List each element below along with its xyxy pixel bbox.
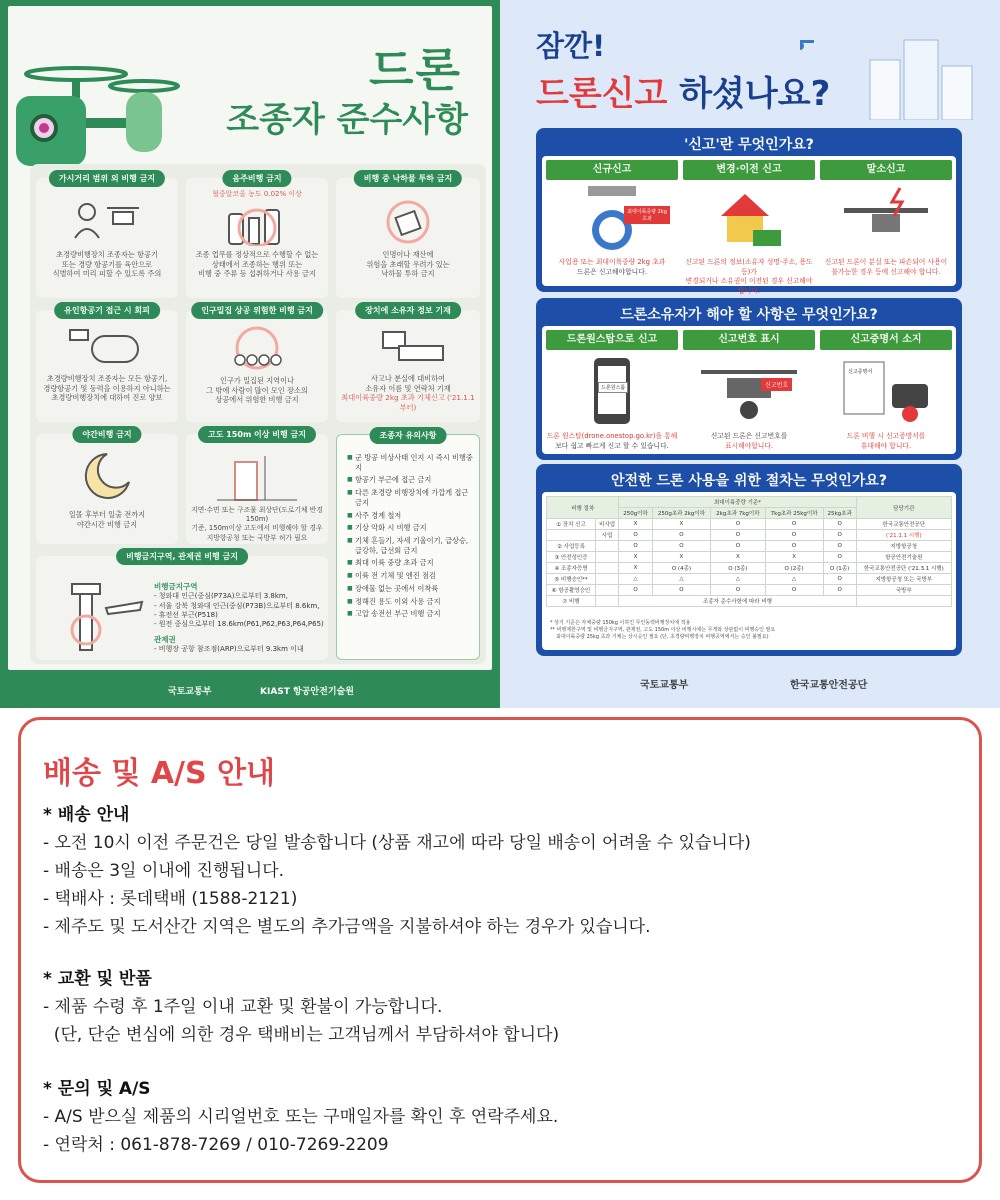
crowd-icon (212, 324, 302, 372)
aircraft-track-icon (62, 324, 152, 370)
table-cell: O (823, 574, 856, 585)
shipping-as-info (18, 717, 982, 1183)
table-cell: 한국교통안전공단 (856, 519, 951, 530)
note-item: ■ 기상 악화 시 비행 금지 (347, 523, 473, 533)
rule-text: 식별하여 미리 피할 수 있도록 주의 (52, 269, 162, 279)
table-cell: O (711, 530, 765, 541)
table-cell: ④ 조종자증명 (547, 563, 596, 574)
table-row (547, 585, 952, 596)
registration-change (683, 160, 815, 295)
zone-items (154, 582, 324, 654)
table-row (547, 596, 952, 607)
zone-label: 비행금지구역, 관제권 비행 금지 (116, 548, 248, 565)
section-owner-duties (536, 298, 962, 460)
exchange-heading: * 교환 및 반품 (43, 969, 152, 989)
table-cell: X (652, 519, 711, 530)
th-org: 담당기관 (856, 497, 951, 519)
th-weight-col: 250g이하 (619, 508, 652, 519)
rule-card-drop (336, 174, 480, 298)
rule-text: 비행 중 주류 등 섭취하거나 사용 금지 (198, 269, 316, 279)
rule-text: 기준, 150m이상 고도에서 비행해야 할 경우 (191, 524, 323, 533)
rule-text: 초경량비행장치 조종자는 모든 항공기, (46, 374, 168, 383)
broken-drone-icon (840, 186, 932, 252)
table-cell: △ (711, 574, 765, 585)
table-cell (595, 563, 619, 574)
contact-line: - 연락처 : 061-878-7269 / 010-7269-2209 (43, 1135, 389, 1155)
note-item: ■ 이륙 전 기체 및 엔진 점검 (347, 571, 473, 581)
drone-rules-poster (0, 0, 500, 708)
rule-text: 초경량비행장치 조종자는 항공기 (56, 250, 158, 259)
rule-text: 위험을 초래할 우려가 있는 (366, 259, 450, 269)
table-cell: O (3종) (711, 563, 765, 574)
procedure-table (546, 496, 952, 607)
rule-text: 사고나 분실에 대비하여 (370, 374, 445, 383)
sub-label: 신고번호 표시 (683, 330, 815, 350)
rule-label: 장치에 소유자 정보 기재 (355, 302, 461, 319)
zone-item: - 휴전선 부근(P518) (154, 611, 218, 619)
note-item: ■ 장애물 없는 곳에서 이착륙 (347, 584, 473, 594)
note-item: ■ 다른 초경량 비행장치에 가깝게 접근 금지 (347, 488, 473, 507)
note-item: ■ 항공기 부근에 접근 금지 (347, 475, 473, 485)
rule-label: 야간비행 금지 (72, 426, 141, 443)
registration-new (546, 160, 678, 276)
duty-certificate (820, 330, 952, 450)
ministry-logo: 국토교통부 (640, 680, 689, 691)
section-title: 안전한 드론 사용을 위한 절차는 무엇인가요? (611, 473, 887, 489)
table-cell: O (652, 530, 711, 541)
th-procedure: 비행 절차 (547, 497, 619, 519)
table-cell: △ (765, 574, 823, 585)
table-cell (595, 552, 619, 563)
duty-onestop (546, 330, 678, 450)
poster-title: 드론 (369, 43, 462, 97)
note-item: ■ 군 방공 비상사태 인지 시 즉시 비행중지 (347, 453, 473, 472)
table-cell: O (823, 552, 856, 563)
note-item: ■ 기체 흔들기, 자세 기울이기, 급상승, 급강하, 급선회 금지 (347, 536, 473, 555)
table-cell: X (619, 563, 652, 574)
bottle-icon (217, 204, 297, 246)
rule-card-night (36, 430, 178, 544)
sub-label: 신규신고 (546, 160, 678, 180)
table-cell: 비사업 (595, 519, 619, 530)
rule-text: 초경량비행장치에 대하여 진로 양보 (51, 393, 163, 403)
inquiry-line: - A/S 받으실 제품의 시리얼번호 또는 구매일자를 확인 후 연락주세요. (43, 1107, 559, 1127)
section-safety-procedure (536, 464, 962, 656)
sub-label: 변경·이전 신고 (683, 160, 815, 180)
table-cell: X (711, 552, 765, 563)
onestop-search: 드론원스톱 (598, 382, 628, 393)
table-row (547, 519, 952, 530)
table-row (547, 552, 952, 563)
zone-item: - 원전 중심으로부터 18.6km(P61,P62,P63,P64,P65) (154, 620, 324, 629)
note-item: ■ 최대 이륙 중량 초과 금지 (347, 558, 473, 568)
rule-text: 낙하물 투하 금지 (381, 269, 435, 279)
sub-text: 불가능한 경우 등에 신고해야 합니다. (831, 267, 941, 276)
house-truck-icon (713, 186, 785, 252)
rule-text: 상태에서 조종하는 행위 또는 (211, 259, 303, 269)
table-cell: X (765, 552, 823, 563)
sub-text: 사업용 또는 최대이륙중량 2kg 초과 (558, 258, 666, 266)
owner-tag-icon (363, 324, 453, 370)
shipping-line: - 오전 10시 이전 주문건은 당일 발송합니다 (상품 재고에 따라 당일 배송이 어려울 수 있습니다) (43, 833, 751, 853)
table-cell (595, 574, 619, 585)
zone-heading: 비행금지구역 (154, 582, 198, 591)
table-cell: O (652, 585, 711, 596)
section-what-is-registration (536, 128, 962, 295)
table-cell: 지방항공청 또는 국방부 (856, 574, 951, 585)
table-cell: ② 사업등록 (547, 541, 596, 552)
sub-text: 변경되거나 소유권이 이전된 경우 신고해야합니다. (685, 277, 813, 295)
building-altitude-icon (207, 446, 307, 502)
sub-text: 드론 비행 시 신고증명서를 (846, 432, 926, 440)
drone-robot-illustration (16, 58, 186, 168)
rule-label: 가시거리 범위 외 비행 금지 (49, 170, 165, 187)
table-cell: 지방항공청 (856, 541, 951, 552)
exchange-line: - 제품 수령 후 1주일 이내 교환 및 환불이 가능합니다. (43, 997, 443, 1017)
table-row (547, 563, 952, 574)
rule-card-visual-range (36, 174, 178, 298)
table-cell: O (711, 585, 765, 596)
footnote: ** 비행제한구역 및 비행금지구역, 관제권, 고도 150m 이상 비행시에는 무게와 상관없이 비행승인 필요 (550, 627, 776, 633)
footnote: 최대이륙중량 25kg 초과 기체는 상시승인 필요 (단, 초경량비행장치 비행공역에서는 승인 불필요) (556, 634, 769, 640)
rule-text: 또는 경량 항공기를 육안으로 (61, 259, 153, 269)
table-cell: 항공안전기술원 (856, 552, 951, 563)
drop-box-icon (368, 194, 448, 246)
rule-text: 일몰 후부터 일출 전까지 (68, 510, 146, 519)
sub-label: 드론원스탑으로 신고 (546, 330, 678, 350)
table-cell: ⑥ 항공촬영승인 (547, 585, 596, 596)
table-cell: △ (652, 574, 711, 585)
th-weight-col: 2kg초과 7kg이하 (711, 508, 765, 519)
rule-text: 인명이나 재산에 (382, 250, 434, 259)
table-cell: ⑤ 비행승인** (547, 574, 596, 585)
table-cell: X (619, 552, 652, 563)
table-cell: O (711, 519, 765, 530)
zone-heading: 관제권 (154, 634, 176, 644)
weight-tag: 최대이륙중량 2kg 초과 (624, 206, 670, 224)
table-cell: 사업 (595, 530, 619, 541)
table-cell (595, 541, 619, 552)
zone-item: - 서울 강북 청와대 인근(중심(P73B)으로부터 8.6km, (154, 601, 320, 610)
alcohol-badge: 혈중알코올 농도 0.02% 이상 (212, 190, 302, 198)
rule-text: 조종 업무를 정상적으로 수행할 수 없는 (195, 250, 319, 259)
moon-icon (67, 448, 147, 504)
table-cell: O (765, 519, 823, 530)
rule-text: 소유자 이름 및 연락처 기재 (365, 383, 451, 393)
table-cell: 국방부 (856, 585, 951, 596)
sub-text: 신고된 드론의 정보(소유자 성명·주소, 용도 등)가 (685, 258, 813, 276)
table-row (547, 574, 952, 585)
sub-text: 휴대해야 합니다. (860, 441, 912, 450)
zone-item: - 비행장 공항 참조점(ARP)으로부터 9.3km 이내 (154, 645, 304, 653)
th-weight: 최대이륙중량 기준* (619, 497, 856, 508)
table-cell: ('21.1.1 시행) (856, 530, 951, 541)
poster-subtitle: 조종자 준수사항 (226, 100, 468, 140)
sub-text: 드론 원스탑(drone.onestop.go.kr)을 통해 (546, 432, 678, 440)
shipping-line: - 택배사 : 롯데택배 (1588-2121) (43, 889, 298, 909)
rule-label: 비행 중 낙하물 투하 금지 (354, 170, 462, 187)
shipping-heading: * 배송 안내 (43, 805, 130, 825)
shipping-line: - 제주도 및 도서산간 지역은 별도의 추가금액을 지불하셔야 하는 경우가 있습니다. (43, 917, 651, 937)
headline-blue: 하셨나요? (667, 74, 831, 114)
poster-title: 잠깐! (536, 29, 606, 63)
table-cell: O (823, 541, 856, 552)
rule-text: 야간시간 비행 금지 (76, 519, 138, 529)
table-cell: O (619, 585, 652, 596)
sub-text: 드론은 신고해야합니다. (577, 267, 647, 276)
table-cell: O (1종) (823, 563, 856, 574)
table-cell: O (2종) (765, 563, 823, 574)
table-cell (856, 596, 951, 607)
table-row (547, 541, 952, 552)
rule-card-drunk (186, 174, 328, 298)
table-cell: O (823, 530, 856, 541)
pilot-notes-card (336, 431, 480, 660)
table-cell: O (711, 541, 765, 552)
kotsa-logo: 한국교통안전공단 (790, 680, 868, 691)
section-title: '신고'란 무엇인가요? (684, 137, 814, 153)
certificate-label: 신고증명서 (848, 369, 873, 375)
poster-headline (536, 66, 830, 115)
ministry-logo: 국토교통부 (168, 687, 212, 697)
table-cell (595, 596, 619, 607)
table-cell: O (619, 541, 652, 552)
poster-panel (8, 6, 492, 670)
registration-cancel (820, 160, 952, 276)
table-cell: △ (619, 574, 652, 585)
table-cell: X (652, 552, 711, 563)
rule-card-crowd (186, 306, 328, 422)
headline-red: 드론신고 (536, 74, 668, 114)
sub-label: 신고증명서 소지 (820, 330, 952, 350)
th-weight-col: 250g초과 2kg이하 (652, 508, 711, 519)
table-cell: O (652, 541, 711, 552)
table-cell: O (619, 530, 652, 541)
rule-text: 그 밖에 사람이 많이 모인 장소의 (206, 385, 308, 395)
table-row (547, 530, 952, 541)
notes-list (347, 453, 473, 622)
table-cell: O (823, 585, 856, 596)
note-item: ■ 고압 송전선 부근 비행 금지 (347, 609, 473, 619)
rule-label: 인구밀집 상공 위험한 비행 금지 (191, 302, 323, 319)
rule-red-note: 최대이륙중량 2kg 초과 기체신고 ('21.1.1부터) (341, 393, 475, 413)
table-cell (595, 585, 619, 596)
table-cell: 조종자 준수사항에 따라 비행 (619, 596, 856, 607)
rule-text: 지면·수면 또는 구조물 최상단(도로기체 반경150m) (191, 506, 323, 524)
table-cell: O (823, 519, 856, 530)
table-cell: O (765, 530, 823, 541)
rule-card-manned-aircraft (36, 306, 178, 422)
sub-text: 신고된 드론은 신고번호를 (710, 432, 788, 440)
inquiry-heading: * 문의 및 A/S (43, 1079, 151, 1099)
table-cell: 한국교통안전공단 ('21.3.1 시행) (856, 563, 951, 574)
th-weight-col: 7kg초과 25kg이하 (765, 508, 823, 519)
rule-card-altitude (186, 430, 328, 544)
table-cell: O (765, 585, 823, 596)
sub-label: 말소신고 (820, 160, 952, 180)
left-poster-footer (0, 672, 500, 708)
table-cell: ③ 안전성인증 (547, 552, 596, 563)
note-item: ■ 사주 경계 철저 (347, 511, 473, 521)
shipping-line: - 배송은 3일 이내에 진행됩니다. (43, 861, 285, 881)
section-title: 드론소유자가 해야 할 사항은 무엇인가요? (620, 307, 878, 323)
exchange-line: (단, 단순 변심에 의한 경우 택배비는 고객님께서 부담하셔야 합니다) (43, 1025, 560, 1045)
rule-text: 경량항공기 및 동력을 이용하지 아니하는 (43, 383, 171, 393)
sub-text: 신고된 드론이 분실 또는 파손되어 사용이 (824, 258, 948, 266)
table-cell: ① 장치 신고 (547, 519, 596, 530)
control-tower-icon (56, 574, 146, 654)
table-cell: ⑦ 비행 (547, 596, 596, 607)
rules-grid (30, 164, 486, 664)
right-poster-footer (500, 670, 1000, 700)
notes-label: 조종자 유의사항 (370, 427, 447, 444)
rule-label: 음주비행 금지 (222, 170, 291, 187)
sub-text: 보다 쉽고 빠르게 신고 할 수 있습니다. (555, 441, 669, 450)
duty-number-display (683, 330, 815, 450)
note-item: ■ 정해진 용도 이외 사용 금지 (347, 597, 473, 607)
number-tag: 신고번호 (761, 378, 792, 391)
table-cell (547, 530, 596, 541)
rule-card-owner-info (336, 306, 480, 422)
table-cell: O (4종) (652, 563, 711, 574)
footnote: * 상기 기준은 자체중량 150kg 이하인 무인동력비행장치에 적용 (550, 620, 691, 626)
rule-text: 지방항공청 또는 국방부 허가 필요 (206, 533, 308, 542)
info-title: 배송 및 A/S 안내 (43, 756, 276, 791)
zone-item: - 청와대 인근(중심(P73A)으로부터 3.8km, (154, 592, 288, 601)
sub-text: 표시해야합니다. (724, 441, 774, 450)
rule-text: 상공에서 위험한 비행 금지 (215, 395, 299, 405)
rule-label: 유인항공기 접근 시 회피 (54, 302, 160, 319)
rule-label: 고도 150m 이상 비행 금지 (198, 426, 316, 443)
no-fly-zone-card (36, 552, 328, 660)
drone-registration-poster (500, 0, 1000, 708)
table-cell: O (765, 541, 823, 552)
th-weight-col: 25kg초과 (823, 508, 856, 519)
rule-text: 인구가 밀집된 지역이나 (219, 376, 294, 385)
kiast-logo: KIAST 항공안전기술원 (260, 687, 354, 697)
pilot-drone-icon (67, 194, 147, 244)
table-cell: X (619, 519, 652, 530)
